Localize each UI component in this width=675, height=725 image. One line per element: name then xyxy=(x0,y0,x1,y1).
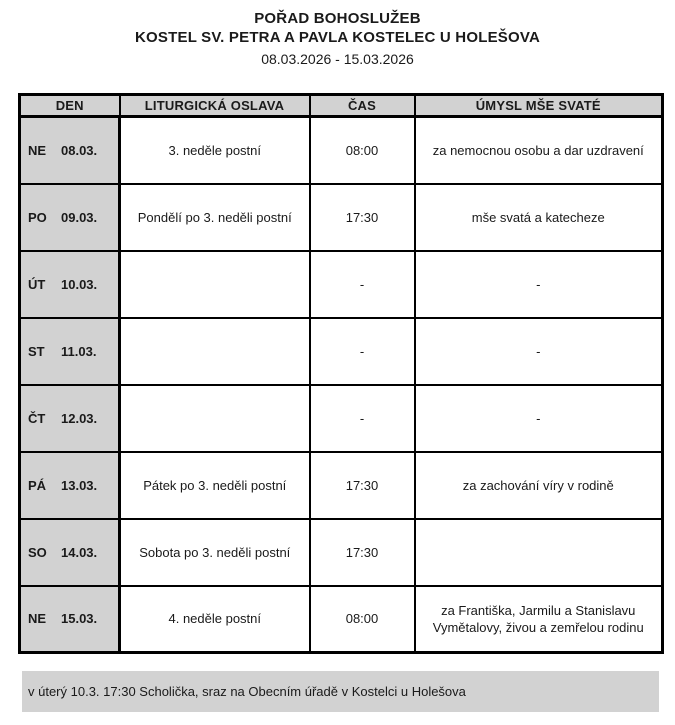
time-cell: - xyxy=(310,385,415,452)
header-day: DEN xyxy=(20,95,120,117)
intention-cell xyxy=(415,251,663,318)
intention-cell xyxy=(415,452,663,519)
day-cell xyxy=(20,452,120,519)
table-row xyxy=(20,318,663,385)
celebration-cell xyxy=(120,385,310,452)
celebration-cell: Pondělí po 3. neděli postní xyxy=(120,184,310,251)
celebration-cell: Sobota po 3. neděli postní xyxy=(120,519,310,586)
intention-text: - xyxy=(536,410,541,426)
intention-text: za nemocnou osobu a dar uzdravení xyxy=(432,142,644,158)
day-abbrev: PÁ xyxy=(28,477,47,493)
day-date: 13.03. xyxy=(61,477,98,493)
header-time: ČAS xyxy=(310,95,415,117)
day-cell xyxy=(20,251,120,318)
day-cell xyxy=(20,318,120,385)
day-cell xyxy=(20,519,120,586)
date-range: 08.03.2026 - 15.03.2026 xyxy=(261,51,414,67)
header-celebration: LITURGICKÁ OSLAVA xyxy=(120,95,310,117)
document-header xyxy=(0,0,675,68)
day-cell xyxy=(20,117,120,184)
footer-note-text: v úterý 10.3. 17:30 Scholička, sraz na Obecním úřadě v Kostelci u Holešova xyxy=(28,684,466,699)
day-date: 12.03. xyxy=(61,410,98,426)
intention-text: za Františka, Jarmilu a Stanislavu Vymětalovy, živou a zemřelou rodinu xyxy=(432,602,644,635)
day-cell xyxy=(20,184,120,251)
day-date: 15.03. xyxy=(61,611,98,627)
time-cell: 17:30 xyxy=(310,519,415,586)
celebration-cell: Pátek po 3. neděli postní xyxy=(120,452,310,519)
time-cell: 17:30 xyxy=(310,452,415,519)
intention-text: - xyxy=(536,276,541,292)
table-row xyxy=(20,184,663,251)
day-date: 10.03. xyxy=(61,276,98,292)
table-row xyxy=(20,251,663,318)
day-cell xyxy=(20,385,120,452)
table-row xyxy=(20,519,663,586)
intention-cell xyxy=(415,117,663,184)
day-date: 14.03. xyxy=(61,544,98,560)
header-row xyxy=(20,95,663,117)
day-abbrev: NE xyxy=(28,611,47,627)
footer-note-bar xyxy=(22,671,659,712)
day-abbrev: NE xyxy=(28,142,47,158)
table-row xyxy=(20,385,663,452)
document-title: POŘAD BOHOSLUŽEB xyxy=(254,10,421,27)
time-cell: - xyxy=(310,251,415,318)
celebration-cell: 3. neděle postní xyxy=(120,117,310,184)
intention-cell xyxy=(415,519,663,586)
day-abbrev: ÚT xyxy=(28,276,46,292)
day-abbrev: ST xyxy=(28,343,45,359)
table-row xyxy=(20,586,663,653)
header-intention: ÚMYSL MŠE SVATÉ xyxy=(415,95,663,117)
time-cell: 08:00 xyxy=(310,117,415,184)
day-date: 11.03. xyxy=(61,343,97,359)
celebration-cell xyxy=(120,318,310,385)
time-cell: - xyxy=(310,318,415,385)
intention-cell xyxy=(415,318,663,385)
celebration-cell: 4. neděle postní xyxy=(120,586,310,653)
intention-text: - xyxy=(536,343,541,359)
intention-cell xyxy=(415,586,663,653)
schedule-table xyxy=(18,93,664,654)
table-row xyxy=(20,117,663,184)
day-abbrev: PO xyxy=(28,209,47,225)
intention-text: mše svatá a katecheze xyxy=(471,209,605,225)
church-name: KOSTEL SV. PETRA A PAVLA KOSTELEC U HOLEŠOVA xyxy=(135,29,540,46)
intention-cell xyxy=(415,184,663,251)
intention-text: za zachování víry v rodině xyxy=(462,477,614,493)
celebration-cell xyxy=(120,251,310,318)
table-row xyxy=(20,452,663,519)
time-cell: 17:30 xyxy=(310,184,415,251)
day-abbrev: ČT xyxy=(28,410,46,426)
intention-cell xyxy=(415,385,663,452)
day-date: 09.03. xyxy=(61,209,98,225)
day-cell xyxy=(20,586,120,653)
day-abbrev: SO xyxy=(28,544,47,560)
day-date: 08.03. xyxy=(61,142,98,158)
time-cell: 08:00 xyxy=(310,586,415,653)
